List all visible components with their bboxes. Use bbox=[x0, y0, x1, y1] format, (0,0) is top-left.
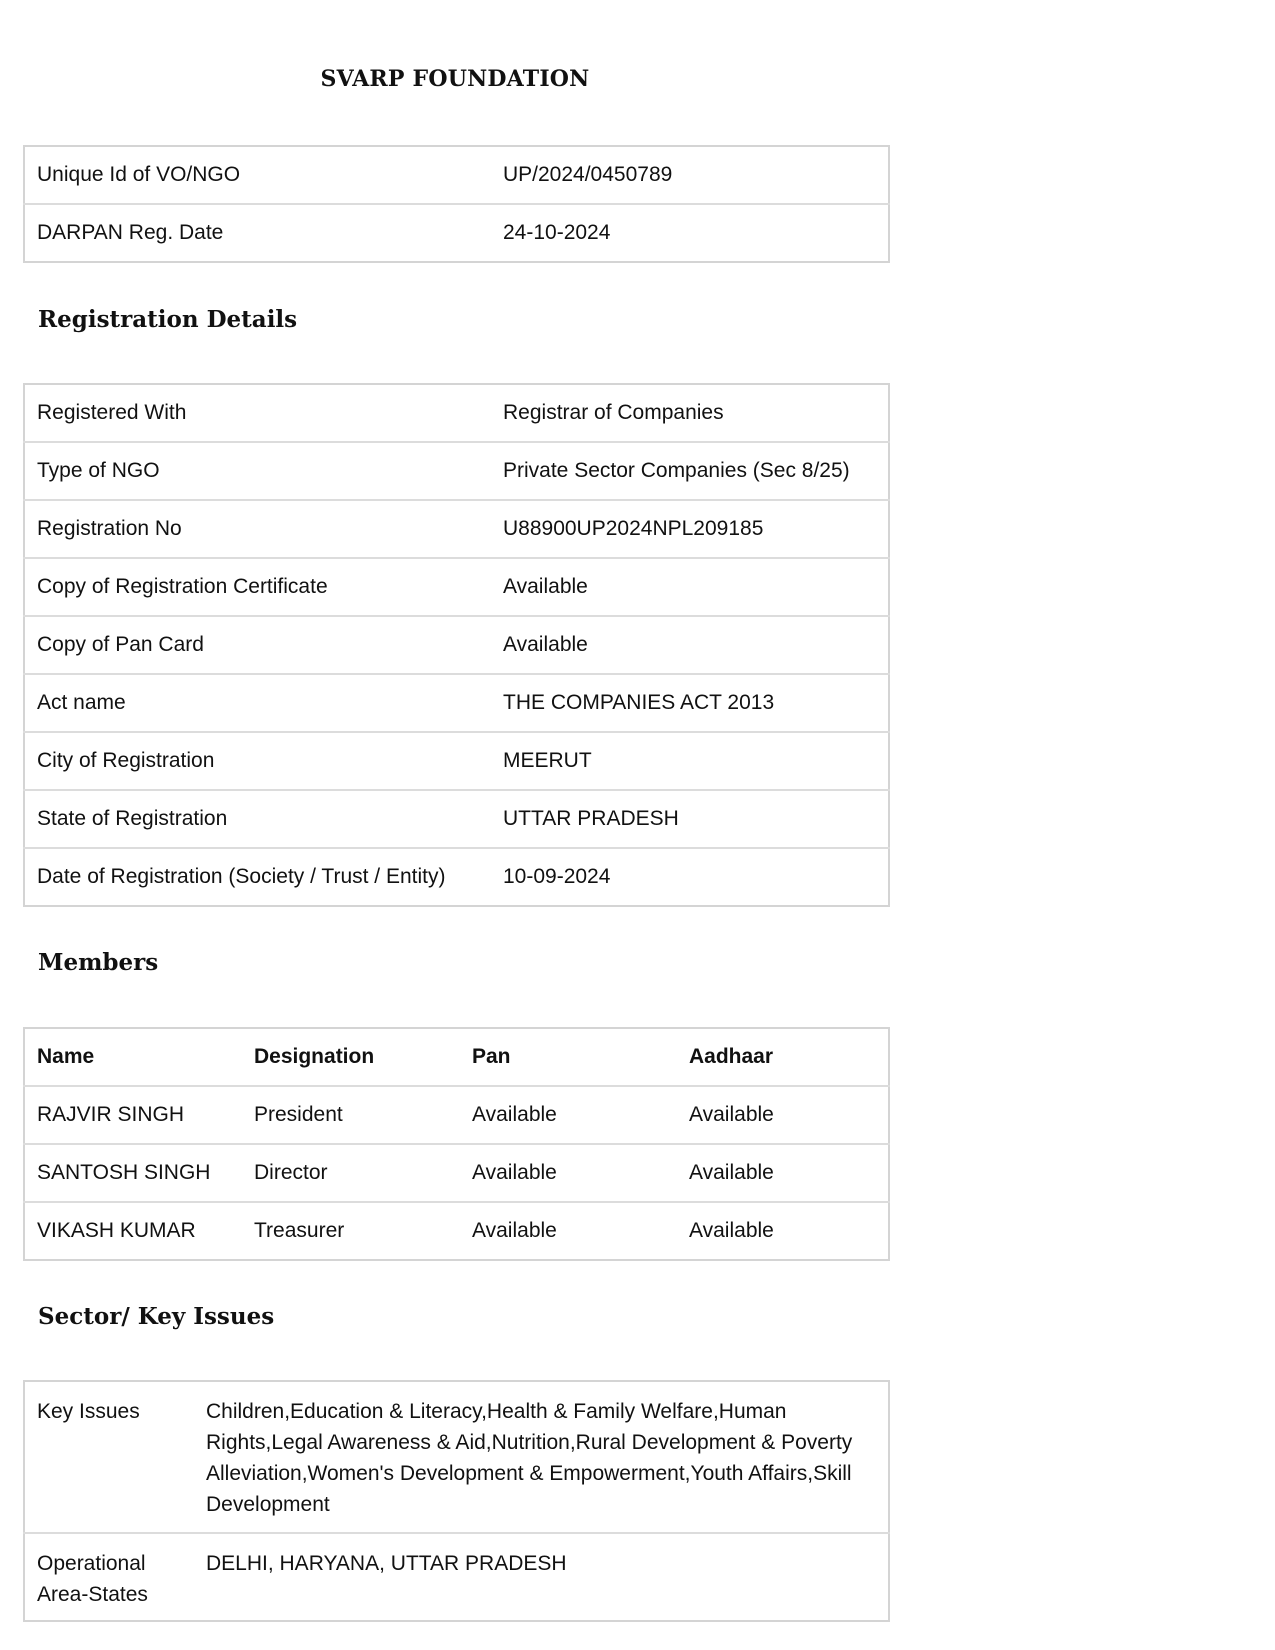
members-table bbox=[23, 1027, 890, 1261]
members-heading: Members bbox=[38, 949, 159, 976]
table-row bbox=[24, 384, 889, 442]
table-row bbox=[24, 1144, 889, 1202]
row-value: Private Sector Companies (Sec 8/25) bbox=[491, 442, 889, 500]
member-pan: Available bbox=[460, 1144, 677, 1202]
row-value: Available bbox=[491, 558, 889, 616]
table-row bbox=[24, 442, 889, 500]
table-row bbox=[24, 790, 889, 848]
key-issues-value: Children,Education & Literacy,Health & Family Welfare,Human Rights,Legal Awareness & Aid,Nutrition,Rural Development & Poverty Alleviation,Women's Development & Empowerment,Youth Affairs,Skill Development bbox=[194, 1381, 889, 1533]
member-designation: Director bbox=[242, 1144, 460, 1202]
row-value: THE COMPANIES ACT 2013 bbox=[491, 674, 889, 732]
member-designation: President bbox=[242, 1086, 460, 1144]
operational-area-value: DELHI, HARYANA, UTTAR PRADESH bbox=[206, 1552, 567, 1575]
registration-heading: Registration Details bbox=[38, 306, 298, 333]
member-aadhaar: Available bbox=[677, 1144, 889, 1202]
row-label: Act name bbox=[24, 674, 491, 732]
table-row bbox=[24, 616, 889, 674]
row-label: Copy of Registration Certificate bbox=[24, 558, 491, 616]
column-header-aadhaar: Aadhaar bbox=[677, 1028, 889, 1086]
column-header-designation: Designation bbox=[242, 1028, 460, 1086]
member-pan: Available bbox=[472, 1219, 557, 1242]
row-label: Registered With bbox=[24, 384, 491, 442]
table-row bbox=[24, 848, 889, 906]
row-value: Registrar of Companies bbox=[491, 384, 889, 442]
table-row bbox=[24, 1533, 889, 1621]
row-value: Available bbox=[491, 616, 889, 674]
row-value: MEERUT bbox=[491, 732, 889, 790]
table-header-row bbox=[24, 1028, 889, 1086]
member-name: VIKASH KUMAR bbox=[37, 1219, 196, 1242]
table-row bbox=[24, 732, 889, 790]
column-header-pan: Pan bbox=[460, 1028, 677, 1086]
sector-table bbox=[23, 1380, 890, 1622]
darpan-date-label: DARPAN Reg. Date bbox=[37, 221, 224, 244]
sector-heading: Sector/ Key Issues bbox=[38, 1303, 275, 1330]
row-label: City of Registration bbox=[24, 732, 491, 790]
table-row bbox=[24, 558, 889, 616]
darpan-date-value: 24-10-2024 bbox=[503, 221, 611, 244]
member-name: RAJVIR SINGH bbox=[24, 1086, 242, 1144]
table-row bbox=[24, 146, 889, 204]
unique-id-value: UP/2024/0450789 bbox=[491, 146, 889, 204]
key-issues-label: Key Issues bbox=[24, 1381, 194, 1533]
basic-info-table bbox=[23, 145, 890, 263]
row-value: 10-09-2024 bbox=[503, 865, 611, 888]
member-designation: Treasurer bbox=[254, 1219, 345, 1242]
table-row bbox=[24, 1202, 889, 1260]
member-aadhaar: Available bbox=[689, 1219, 774, 1242]
table-row bbox=[24, 204, 889, 262]
column-header-name: Name bbox=[24, 1028, 242, 1086]
registration-table bbox=[23, 383, 890, 907]
row-value: UTTAR PRADESH bbox=[491, 790, 889, 848]
table-row bbox=[24, 1086, 889, 1144]
member-name: SANTOSH SINGH bbox=[24, 1144, 242, 1202]
table-row bbox=[24, 1381, 889, 1533]
row-label: Date of Registration (Society / Trust / Entity) bbox=[37, 865, 446, 888]
unique-id-label: Unique Id of VO/NGO bbox=[24, 146, 491, 204]
row-label: Registration No bbox=[24, 500, 491, 558]
operational-area-label: Operational Area-States bbox=[37, 1552, 148, 1606]
row-value: U88900UP2024NPL209185 bbox=[491, 500, 889, 558]
page-title: SVARP FOUNDATION bbox=[320, 66, 590, 92]
row-label: Type of NGO bbox=[24, 442, 491, 500]
table-row bbox=[24, 500, 889, 558]
table-row bbox=[24, 674, 889, 732]
row-label: State of Registration bbox=[24, 790, 491, 848]
member-pan: Available bbox=[460, 1086, 677, 1144]
member-aadhaar: Available bbox=[677, 1086, 889, 1144]
row-label: Copy of Pan Card bbox=[24, 616, 491, 674]
